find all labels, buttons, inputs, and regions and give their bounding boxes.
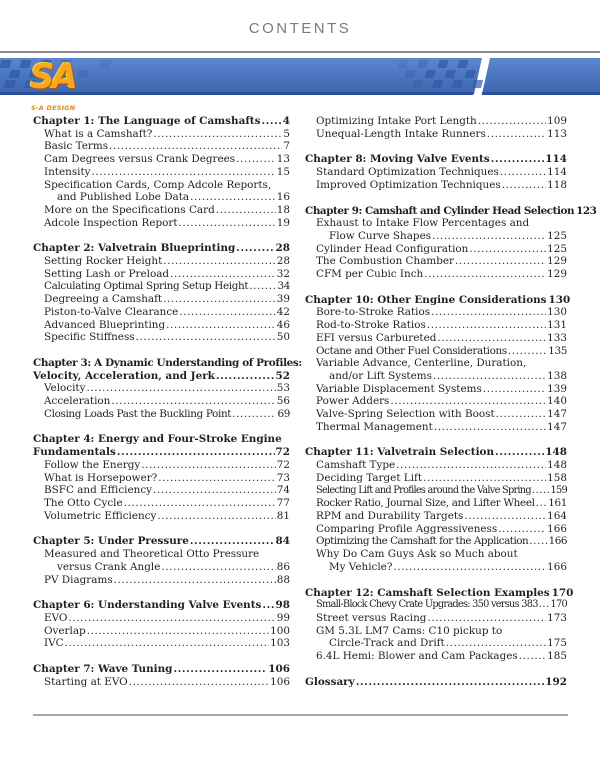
toc-section[interactable] xyxy=(33,153,290,166)
page-number: 74 xyxy=(276,484,290,497)
header-banner xyxy=(0,58,600,104)
page-title: CONTENTS xyxy=(248,20,352,37)
leader-dots xyxy=(495,446,544,459)
leader-dots xyxy=(92,166,276,179)
toc-chapter-4-title-line1[interactable]: Chapter 4: Energy and Four-Stroke Engine xyxy=(33,433,282,446)
toc-section[interactable] xyxy=(33,331,290,344)
logo-mark: SA xyxy=(30,57,75,97)
toc-section[interactable] xyxy=(33,128,290,141)
page-number: 69 xyxy=(277,407,290,420)
toc-section[interactable] xyxy=(305,345,567,358)
toc-section[interactable] xyxy=(33,255,290,268)
page-number: 34 xyxy=(277,280,290,293)
page-number: 56 xyxy=(276,395,290,408)
section-title: Intensity xyxy=(44,165,91,178)
toc-section[interactable] xyxy=(305,599,567,612)
page-number: 84 xyxy=(275,535,290,548)
page-number: 139 xyxy=(547,382,567,395)
toc-section[interactable] xyxy=(305,650,567,663)
page-number: 5 xyxy=(283,127,290,140)
toc-chapter-2[interactable] xyxy=(33,242,290,255)
page-number: 19 xyxy=(276,216,290,229)
toc-section[interactable] xyxy=(305,128,567,141)
section-title: Volumetric Efficiency xyxy=(44,509,157,522)
section-title: Starting at EVO xyxy=(44,675,128,688)
chapter-title: Chapter 10: Other Engine Considerations xyxy=(305,293,547,306)
page-number: 18 xyxy=(276,203,290,216)
section-title: 6.4L Hemi: Blower and Cam Packages xyxy=(316,650,518,663)
section-title: Camshaft Type xyxy=(316,459,396,472)
toc-section[interactable] xyxy=(33,204,290,217)
page-number: 135 xyxy=(548,344,567,357)
toc-section[interactable] xyxy=(305,485,567,498)
page-number: 164 xyxy=(547,509,567,522)
toc-chapter-3[interactable] xyxy=(33,370,290,383)
toc-section[interactable] xyxy=(33,561,290,574)
page-number: 13 xyxy=(276,153,290,166)
page-number: 114 xyxy=(545,153,567,166)
page-number: 46 xyxy=(276,318,290,331)
page-number: 123 xyxy=(576,204,597,217)
section-title: Basic Terms xyxy=(44,140,109,153)
page-number: 148 xyxy=(545,446,567,459)
toc-section[interactable] xyxy=(33,459,290,472)
section-title: Rod-to-Stroke Ratios xyxy=(316,319,426,332)
chapter-title: Chapter 6: Understanding Valve Events xyxy=(33,599,262,612)
leader-dots xyxy=(455,255,546,268)
page-number: 32 xyxy=(276,267,290,280)
page-number: 86 xyxy=(276,560,290,573)
section-title: Optimizing Intake Port Length xyxy=(316,115,477,127)
leader-dots xyxy=(158,472,276,485)
chapter-title: Chapter 8: Moving Valve Events xyxy=(305,153,490,166)
section-title: Octane and Other Fuel Considerations xyxy=(316,344,507,357)
section-title: Small-Block Chevy Crate Upgrades: 350 versus 383 xyxy=(316,599,538,611)
leader-dots xyxy=(157,510,275,523)
leader-dots xyxy=(487,128,546,141)
leader-dots xyxy=(469,243,546,256)
page-number: 192 xyxy=(545,675,567,688)
leader-dots xyxy=(539,599,550,612)
checkered-banner-graphic xyxy=(0,58,600,104)
leader-dots xyxy=(529,535,547,548)
section-title: Follow the Energy xyxy=(44,458,141,471)
page-number: 39 xyxy=(276,293,290,306)
page-number: 170 xyxy=(550,599,567,611)
toc-section[interactable] xyxy=(33,268,290,281)
leader-dots xyxy=(153,484,276,497)
leader-dots xyxy=(216,370,275,383)
toc-section[interactable] xyxy=(305,268,567,281)
page-number: 109 xyxy=(547,115,567,127)
section-title: Rocker Ratio, Journal Size, and Lifter Wheel xyxy=(316,497,535,510)
section-title: Cam Degrees versus Crank Degrees xyxy=(44,153,236,166)
leader-dots xyxy=(129,676,269,689)
page-number: 133 xyxy=(547,331,567,344)
toc-section[interactable] xyxy=(305,255,567,268)
toc-left-column xyxy=(33,115,302,688)
leader-dots xyxy=(356,676,545,689)
toc-section[interactable] xyxy=(33,382,290,395)
toc-section[interactable] xyxy=(305,383,567,396)
page-number: 72 xyxy=(275,446,290,459)
toc-section[interactable] xyxy=(33,625,290,638)
page-number: 130 xyxy=(547,306,567,319)
toc-section[interactable] xyxy=(33,637,290,650)
toc-section[interactable] xyxy=(33,217,290,230)
section-title: Piston-to-Valve Clearance xyxy=(44,305,179,318)
leader-dots xyxy=(86,382,275,395)
section-title: Power Adders xyxy=(316,395,390,408)
leader-dots xyxy=(498,523,546,536)
toc-section[interactable] xyxy=(33,306,290,319)
section-title: Street versus Racing xyxy=(316,611,427,624)
leader-dots xyxy=(437,332,546,345)
toc-chapter-12[interactable] xyxy=(305,586,574,600)
toc-section[interactable] xyxy=(33,319,290,332)
toc-section[interactable] xyxy=(33,574,290,587)
section-title: Standard Optimization Techniques xyxy=(316,166,499,179)
leader-dots xyxy=(508,345,547,358)
page-number: 147 xyxy=(547,420,567,433)
sa-design-logo xyxy=(28,55,88,110)
section-title: Deciding Target Lift xyxy=(316,471,423,484)
page-number: 81 xyxy=(276,509,290,522)
leader-dots xyxy=(232,408,276,421)
toc-section[interactable] xyxy=(305,179,567,192)
toc-chapter-3-title-line1[interactable]: Chapter 3: A Dynamic Understanding of Profiles: xyxy=(33,356,302,369)
toc-section[interactable] xyxy=(305,319,567,332)
page-number: 88 xyxy=(276,573,290,586)
section-title: EVO xyxy=(44,611,68,624)
leader-dots xyxy=(111,395,275,408)
page-number: 185 xyxy=(547,650,567,663)
toc-right-column xyxy=(305,115,597,688)
chapter-title-cont: Fundamentals xyxy=(33,446,116,459)
leader-dots xyxy=(532,485,550,498)
section-title-line1[interactable]: Variable Advance, Centerline, Duration, xyxy=(316,357,527,370)
toc-section[interactable] xyxy=(305,115,567,128)
toc-section[interactable] xyxy=(305,459,567,472)
leader-dots xyxy=(141,459,276,472)
section-title-line1[interactable]: Measured and Theoretical Otto Pressure xyxy=(44,548,260,561)
leader-dots xyxy=(431,306,546,319)
page-number: 103 xyxy=(270,637,290,650)
section-title: IVC xyxy=(44,637,64,650)
leader-dots xyxy=(179,217,276,230)
toc-section[interactable] xyxy=(33,510,290,523)
toc-section[interactable] xyxy=(33,408,290,421)
page-number: 114 xyxy=(547,166,567,179)
toc-glossary[interactable] xyxy=(305,676,567,689)
toc-chapter-4[interactable] xyxy=(33,446,290,459)
chapter-title: Chapter 5: Under Pressure xyxy=(33,535,189,548)
glossary-title: Glossary xyxy=(305,675,355,688)
page-number: 175 xyxy=(547,637,567,650)
toc-section[interactable] xyxy=(305,612,567,625)
leader-dots xyxy=(262,599,274,612)
toc-section[interactable] xyxy=(33,140,290,153)
toc-section[interactable] xyxy=(33,484,290,497)
leader-dots xyxy=(432,230,546,243)
toc-section[interactable] xyxy=(33,395,290,408)
page-number: 100 xyxy=(270,624,290,637)
section-title: Acceleration xyxy=(44,395,111,408)
page-number: 52 xyxy=(275,369,290,382)
page-number: 106 xyxy=(268,663,290,676)
section-title: BSFC and Efficiency xyxy=(44,484,153,497)
section-title: What is a Camshaft? xyxy=(44,127,153,140)
section-title: Setting Lash or Preload xyxy=(44,267,170,280)
header-rule xyxy=(0,51,600,53)
leader-dots xyxy=(536,497,548,510)
chapter-title: Chapter 7: Wave Tuning xyxy=(33,663,173,676)
toc-chapter-8[interactable] xyxy=(305,153,567,166)
page-number: 125 xyxy=(547,242,567,255)
toc-section[interactable] xyxy=(305,306,567,319)
leader-dots xyxy=(68,612,275,625)
page-number: 42 xyxy=(276,305,290,318)
toc-section[interactable] xyxy=(305,535,567,548)
page-number: 4 xyxy=(282,115,290,127)
page-number: 53 xyxy=(276,382,290,395)
leader-dots xyxy=(249,280,276,293)
chapter-title: Chapter 2: Valvetrain Blueprinting xyxy=(33,242,236,255)
toc-section[interactable] xyxy=(305,408,567,421)
leader-dots xyxy=(464,510,546,523)
section-title-cont: and Published Lobe Data xyxy=(57,191,190,204)
section-title: Selecting Lift and Profiles around the Valve Spring xyxy=(316,484,531,496)
page-number: 131 xyxy=(547,319,567,332)
page-number: 140 xyxy=(547,395,567,408)
leader-dots xyxy=(433,370,546,383)
page-number: 28 xyxy=(276,255,290,268)
page-number: 159 xyxy=(550,484,567,496)
section-title-cont: and/or Lift Systems xyxy=(329,369,432,382)
page-number: 16 xyxy=(276,191,290,204)
toc-chapter-10[interactable] xyxy=(305,293,571,307)
section-title: Calculating Optimal Spring Setup Height xyxy=(44,280,249,293)
section-title: Bore-to-Stroke Ratios xyxy=(316,306,431,319)
leader-dots xyxy=(216,204,276,217)
page-number: 138 xyxy=(547,369,567,382)
toc-chapter-9[interactable] xyxy=(305,204,597,218)
leader-dots xyxy=(427,319,546,332)
toc-section[interactable] xyxy=(305,637,567,650)
section-title-line1[interactable]: Why Do Cam Guys Ask so Much about xyxy=(316,548,518,561)
section-title: CFM per Cubic Inch xyxy=(316,268,424,281)
toc-chapter-6[interactable] xyxy=(33,599,290,612)
section-title: Velocity xyxy=(44,382,86,395)
toc-chapter-11[interactable] xyxy=(305,446,567,459)
leader-dots xyxy=(502,179,546,192)
section-title: Specific Stiffness xyxy=(44,331,135,344)
leader-dots xyxy=(427,612,546,625)
leader-dots xyxy=(496,408,547,421)
page-number: 158 xyxy=(547,471,567,484)
section-title: Cylinder Head Configuration xyxy=(316,242,469,255)
leader-dots xyxy=(390,395,546,408)
leader-dots xyxy=(173,663,267,676)
page-number: 161 xyxy=(548,497,567,510)
section-title: The Combustion Chamber xyxy=(316,255,455,268)
page-number: 72 xyxy=(276,458,290,471)
leader-dots xyxy=(136,331,276,344)
toc-section[interactable] xyxy=(33,166,290,179)
toc-section[interactable] xyxy=(305,510,567,523)
toc-section[interactable] xyxy=(33,612,290,625)
section-title-cont: My Vehicle? xyxy=(329,560,393,573)
footer-rule xyxy=(33,714,568,716)
page-number: 73 xyxy=(276,471,290,484)
toc-section[interactable] xyxy=(33,497,290,510)
section-title: Thermal Management xyxy=(316,420,433,433)
section-title: Variable Displacement Systems xyxy=(316,382,482,395)
section-title: Adcole Inspection Report xyxy=(44,216,178,229)
leader-dots xyxy=(236,242,274,255)
toc-section[interactable] xyxy=(305,472,567,485)
page-number: 129 xyxy=(547,255,567,268)
page-number: 118 xyxy=(547,178,567,191)
toc-section[interactable] xyxy=(305,370,567,383)
leader-dots xyxy=(124,497,276,510)
page-number: 98 xyxy=(275,599,290,612)
page-number: 148 xyxy=(547,459,567,472)
leader-dots xyxy=(109,140,282,153)
page-number: 113 xyxy=(547,127,567,140)
page-number: 28 xyxy=(275,242,290,255)
chapter-title: Chapter 12: Camshaft Selection Examples xyxy=(305,586,550,599)
leader-dots xyxy=(114,574,276,587)
logo-wordmark: S-A DESIGN xyxy=(31,104,76,112)
chapter-title: Chapter 11: Valvetrain Selection xyxy=(305,446,495,459)
section-title: Advanced Blueprinting xyxy=(44,318,166,331)
toc-chapter-1[interactable] xyxy=(33,115,290,128)
section-title: Unequal-Length Intake Runners xyxy=(316,127,486,140)
page-number: 147 xyxy=(547,408,567,421)
page-number: 173 xyxy=(547,611,567,624)
toc-section[interactable] xyxy=(33,191,290,204)
leader-dots xyxy=(396,459,546,472)
toc-section[interactable] xyxy=(305,395,567,408)
section-title: Comparing Profile Aggressiveness xyxy=(316,522,498,535)
toc-section[interactable] xyxy=(305,230,567,243)
leader-dots xyxy=(423,472,546,485)
leader-dots xyxy=(478,115,546,128)
chapter-title: Chapter 9: Camshaft and Cylinder Head Selection xyxy=(305,204,575,217)
toc-section[interactable] xyxy=(305,561,567,574)
section-title: EFI versus Carbureted xyxy=(316,331,437,344)
chapter-title: Chapter 1: The Language of Camshafts xyxy=(33,115,261,127)
leader-dots xyxy=(190,191,276,204)
leader-dots xyxy=(163,255,276,268)
section-title: The Otto Cycle xyxy=(44,496,123,509)
section-title: Overlap xyxy=(44,624,86,637)
page-number: 166 xyxy=(547,560,567,573)
toc-section[interactable] xyxy=(305,332,567,345)
leader-dots xyxy=(236,153,276,166)
page-number: 7 xyxy=(283,140,290,153)
leader-dots xyxy=(483,383,546,396)
section-title-cont: versus Crank Angle xyxy=(57,560,161,573)
leader-dots xyxy=(491,153,545,166)
section-title-cont: Circle-Track and Drift xyxy=(329,637,445,650)
toc-section[interactable] xyxy=(305,421,567,434)
leader-dots xyxy=(261,115,281,128)
section-title: Closing Loads Past the Buckling Point xyxy=(44,407,232,420)
toc-chapter-7[interactable] xyxy=(33,663,290,676)
leader-dots xyxy=(163,293,276,306)
leader-dots xyxy=(393,561,546,574)
leader-dots xyxy=(153,128,282,141)
toc-section[interactable] xyxy=(33,472,290,485)
page-number: 125 xyxy=(547,229,567,242)
section-title-line1[interactable]: Specification Cards, Comp Adcole Reports, xyxy=(44,178,272,191)
section-title-line1[interactable]: Exhaust to Intake Flow Percentages and xyxy=(316,217,530,230)
toc-section[interactable] xyxy=(305,523,567,536)
leader-dots xyxy=(424,268,546,281)
section-title: RPM and Durability Targets xyxy=(316,509,464,522)
page-number: 170 xyxy=(551,586,574,599)
page-number: 130 xyxy=(548,293,571,306)
leader-dots xyxy=(166,319,276,332)
leader-dots xyxy=(87,625,269,638)
toc-chapter-5[interactable] xyxy=(33,535,290,548)
toc-section[interactable] xyxy=(33,293,290,306)
section-title: What is Horsepower? xyxy=(44,471,158,484)
section-title-cont: Flow Curve Shapes xyxy=(329,229,432,242)
section-title: PV Diagrams xyxy=(44,573,113,586)
page-number: 106 xyxy=(270,675,290,688)
leader-dots xyxy=(500,166,546,179)
leader-dots xyxy=(519,650,546,663)
section-title: Setting Rocker Height xyxy=(44,255,163,268)
section-title: Degreeing a Camshaft xyxy=(44,293,163,306)
section-title: Optimizing the Camshaft for the Application xyxy=(316,535,529,548)
section-title-line1[interactable]: GM 5.3L LM7 Cams: C10 pickup to xyxy=(316,624,503,637)
section-title: Improved Optimization Techniques xyxy=(316,178,501,191)
leader-dots xyxy=(161,561,275,574)
toc-section[interactable] xyxy=(305,243,567,256)
page-number: 166 xyxy=(547,522,567,535)
leader-dots xyxy=(190,535,275,548)
chapter-title-cont: Velocity, Acceleration, and Jerk xyxy=(33,369,215,382)
page-number: 50 xyxy=(276,331,290,344)
toc-section[interactable] xyxy=(33,676,290,689)
leader-dots xyxy=(117,446,275,459)
page-number: 77 xyxy=(276,496,290,509)
page-number: 99 xyxy=(276,611,290,624)
page-number: 166 xyxy=(548,535,567,548)
section-title: Valve-Spring Selection with Boost xyxy=(316,408,495,421)
page-number: 129 xyxy=(547,268,567,281)
toc-section[interactable] xyxy=(305,166,567,179)
leader-dots xyxy=(179,306,275,319)
section-title: More on the Specifications Card xyxy=(44,203,215,216)
toc-section[interactable] xyxy=(33,280,290,293)
toc-section[interactable] xyxy=(305,497,567,510)
leader-dots xyxy=(170,268,276,281)
leader-dots xyxy=(65,637,270,650)
page-number: 15 xyxy=(276,165,290,178)
leader-dots xyxy=(446,637,546,650)
leader-dots xyxy=(434,421,546,434)
